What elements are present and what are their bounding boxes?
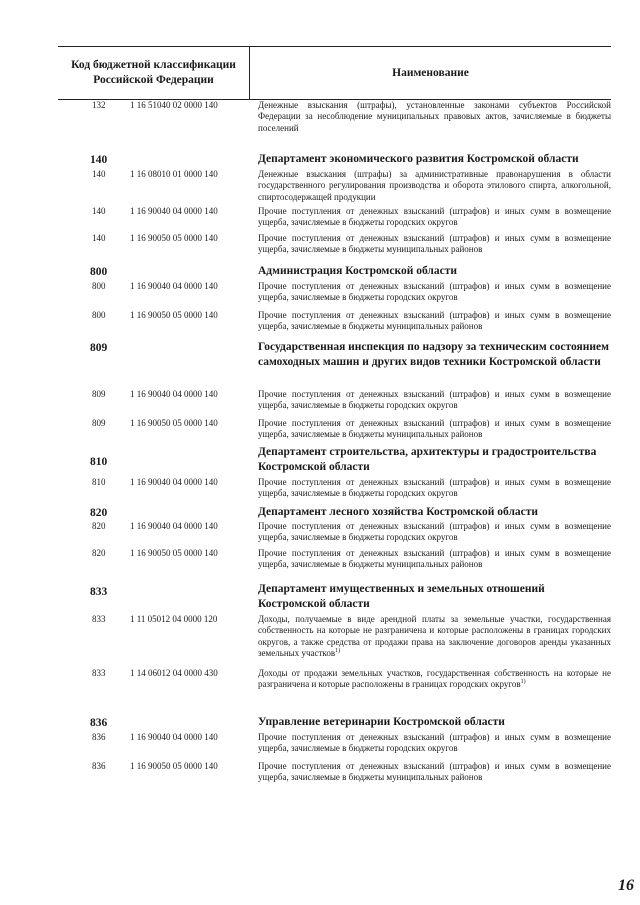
admin-code: 809: [92, 418, 106, 428]
budget-code: 1 16 90040 04 0000 140: [130, 732, 218, 742]
admin-code: 809: [92, 389, 106, 399]
page-number-mark: 16: [618, 877, 634, 894]
budget-code: 1 16 90040 04 0000 140: [130, 206, 218, 216]
budget-code: 1 16 90040 04 0000 140: [130, 389, 218, 399]
budget-code: 1 16 90050 05 0000 140: [130, 233, 218, 243]
department-code: 820: [90, 507, 108, 519]
admin-code: 833: [92, 668, 106, 678]
admin-code: 836: [92, 761, 106, 771]
row-description: Прочие поступления от денежных взысканий (штрафов) и иных сумм в возмещение ущерба, зачисляемые в бюджеты муниципальных районов: [258, 233, 611, 255]
admin-code: 836: [92, 732, 106, 742]
budget-code: 1 16 90050 05 0000 140: [130, 418, 218, 428]
row-description: Прочие поступления от денежных взысканий (штрафов) и иных сумм в возмещение ущерба, зачисляемые в бюджеты городских округов: [258, 281, 611, 303]
row-description: Прочие поступления от денежных взысканий (штрафов) и иных сумм в возмещение ущерба, зачисляемые в бюджеты городских округов: [258, 206, 611, 228]
code-header-line1: Код бюджетной классификации: [71, 59, 236, 71]
row-description: Прочие поступления от денежных взысканий (штрафов) и иных сумм в возмещение ущерба, зачисляемые в бюджеты муниципальных районов: [258, 418, 611, 440]
admin-code: 800: [92, 281, 106, 291]
department-name: Государственная инспекция по надзору за техническим состоянием самоходных машин и других видов техники Костромской области: [258, 341, 609, 368]
budget-code: 1 16 90040 04 0000 140: [130, 281, 218, 291]
row-description: [258, 668, 611, 691]
code-column-header: [58, 47, 250, 99]
admin-code: 140: [92, 206, 106, 216]
admin-code: 833: [92, 614, 106, 624]
row-description: Прочие поступления от денежных взысканий (штрафов) и иных сумм в возмещение ущерба, зачисляемые в бюджеты городских округов: [258, 389, 611, 411]
budget-code: 1 11 05012 04 0000 120: [130, 614, 218, 624]
department-code: 810: [90, 456, 108, 468]
name-column-header: Наименование: [392, 67, 469, 79]
row-description: Денежные взыскания (штрафы) за административные правонарушения в области государственного регулирования производства и оборота этилового спирта, алкогольной, спиртосодержащей продукции: [258, 169, 611, 202]
row-description: Прочие поступления от денежных взысканий (штрафов) и иных сумм в возмещение ущерба, зачисляемые в бюджеты городских округов: [258, 732, 611, 754]
row-description: Прочие поступления от денежных взысканий (штрафов) и иных сумм в возмещение ущерба, зачисляемые в бюджеты муниципальных районов: [258, 761, 611, 783]
department-code: 833: [90, 586, 108, 598]
row-description-text: Доходы от продажи земельных участков, государственная собственность на которые не разграничена и которые расположены в границах городских округов: [258, 668, 611, 690]
department-name: Департамент имущественных и земельных отношений Костромской области: [258, 583, 545, 610]
department-code: 809: [90, 342, 108, 354]
admin-code: 800: [92, 310, 106, 320]
table-header: [58, 46, 611, 100]
department-code: 800: [90, 266, 108, 278]
department-name: Департамент строительства, архитектуры и градостроительства Костромской области: [258, 446, 597, 473]
row-description: Денежные взыскания (штрафы), установленные законами субъектов Российской Федерации за несоблюдение муниципальных правовых актов, зачисляемые в бюджеты поселений: [258, 100, 611, 133]
department-name: Департамент лесного хозяйства Костромской области: [258, 506, 539, 518]
row-description: Прочие поступления от денежных взысканий (штрафов) и иных сумм в возмещение ущерба, зачисляемые в бюджеты муниципальных районов: [258, 310, 611, 332]
budget-code: 1 16 90050 05 0000 140: [130, 310, 218, 320]
row-description: Прочие поступления от денежных взысканий (штрафов) и иных сумм в возмещение ущерба, зачисляемые в бюджеты муниципальных районов: [258, 548, 611, 570]
code-header-line2: Российской Федерации: [93, 74, 214, 86]
budget-code: 1 16 90040 04 0000 140: [130, 477, 218, 487]
department-name: Департамент экономического развития Костромской области: [258, 153, 579, 165]
row-description: [258, 614, 611, 660]
row-description-text: Доходы, получаемые в виде арендной платы за земельные участки, государственная собственность на которые не разграничена и которые расположены в границах городских округов, а также средства от продажи права на заключение договоров аренды указанных земельных участков: [258, 614, 611, 659]
admin-code: 820: [92, 548, 106, 558]
admin-code: 820: [92, 521, 106, 531]
admin-code: 140: [92, 169, 106, 179]
admin-code: 140: [92, 233, 106, 243]
budget-code: 1 16 90050 05 0000 140: [130, 761, 218, 771]
budget-code: 1 16 51040 02 0000 140: [130, 100, 218, 110]
budget-code: 1 16 90040 04 0000 140: [130, 521, 218, 531]
department-code: 836: [90, 717, 108, 729]
admin-code: 132: [92, 100, 106, 110]
department-name: Администрация Костромской области: [258, 265, 458, 277]
department-code: 140: [90, 154, 108, 166]
budget-code: 1 14 06012 04 0000 430: [130, 668, 218, 678]
admin-code: 810: [92, 477, 106, 487]
footnote-mark: 1): [520, 679, 526, 686]
row-description: Прочие поступления от денежных взысканий (штрафов) и иных сумм в возмещение ущерба, зачисляемые в бюджеты городских округов: [258, 477, 611, 499]
department-name: Управление ветеринарии Костромской области: [258, 716, 505, 728]
row-description: Прочие поступления от денежных взысканий (штрафов) и иных сумм в возмещение ущерба, зачисляемые в бюджеты городских округов: [258, 521, 611, 543]
budget-code: 1 16 90050 05 0000 140: [130, 548, 218, 558]
footnote-mark: 1): [335, 648, 341, 655]
budget-code: 1 16 08010 01 0000 140: [130, 169, 218, 179]
